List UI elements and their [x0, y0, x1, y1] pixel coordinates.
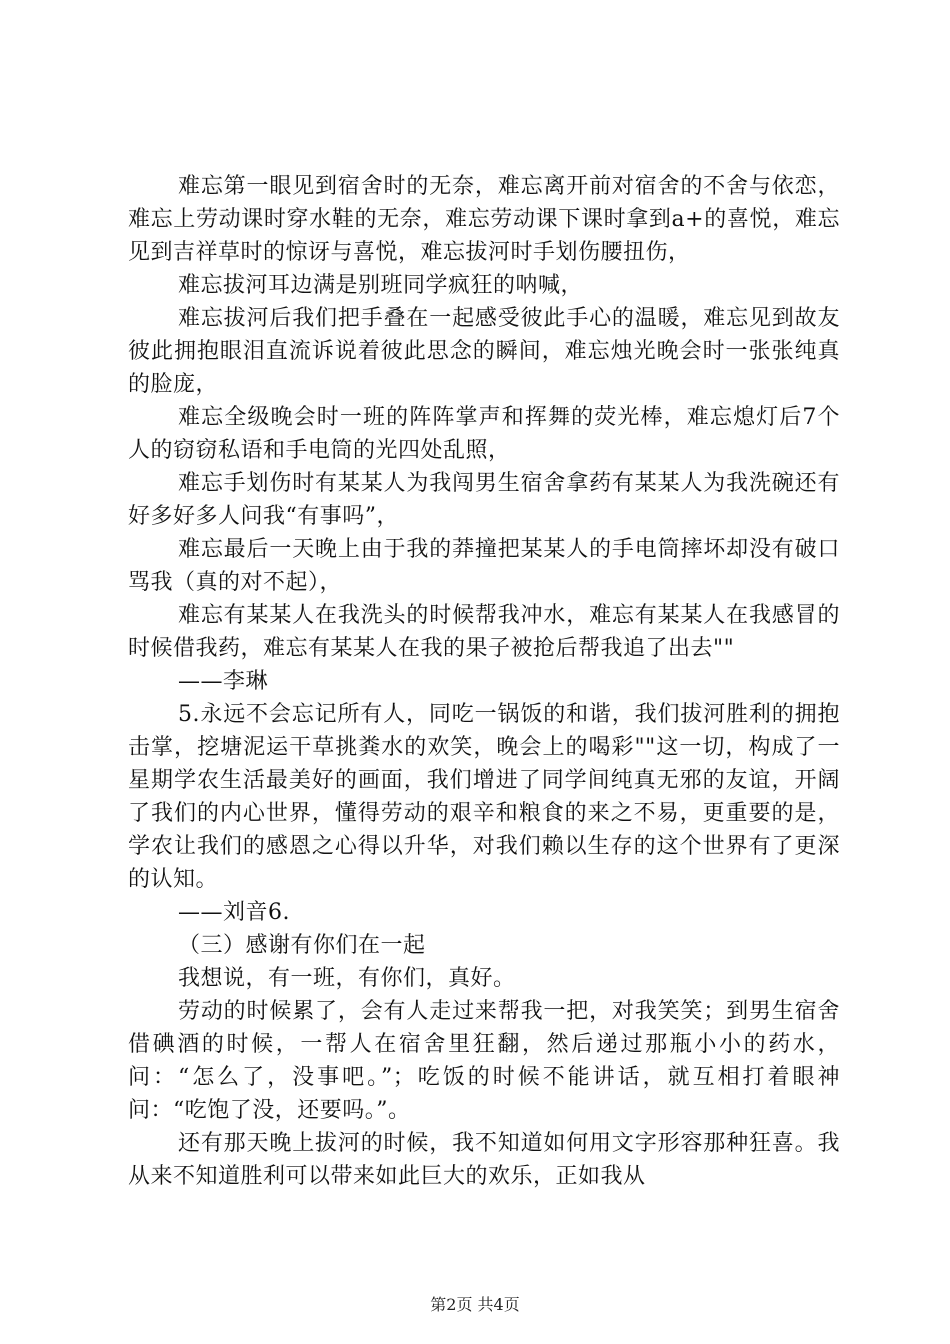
paragraph: 我想说，有一班，有你们，真好。: [178, 966, 516, 991]
paragraph: 难忘最后一天晚上由于我的莽撞把某某人的手电筒摔坏却没有破口骂我（真的对不起），: [128, 537, 840, 595]
document-body: [128, 170, 840, 1193]
paragraph: 难忘有某某人在我洗头的时候帮我冲水，难忘有某某人在我感冒的时候借我药，难忘有某某人在我的果子被抢后帮我追了出去"": [128, 603, 840, 661]
author-signature: ——李琳: [178, 669, 269, 694]
paragraph: 难忘全级晚会时一班的阵阵掌声和挥舞的荧光棒，难忘熄灯后7个人的窃窃私语和手电筒的光四处乱照，: [128, 405, 840, 463]
paragraph: 5.永远不会忘记所有人，同吃一锅饭的和谐，我们拔河胜利的拥抱击掌，挖塘泥运干草挑粪水的欢笑，晚会上的喝彩""这一切，构成了一星期学农生活最美好的画面，我们增进了同学间纯真无邪的友谊，开阔了我们的内心世界，懂得劳动的艰辛和粮食的来之不易，更重要的是，学农让我们的感恩之心得以升华，对我们赖以生存的这个世界有了更深的认知。: [128, 702, 840, 892]
section-heading: （三）感谢有你们在一起: [178, 933, 426, 958]
paragraph: 劳动的时候累了，会有人走过来帮我一把，对我笑笑；到男生宿舍借碘酒的时候，一帮人在宿舍里狂翻，然后递过那瓶小小的药水，问：“怎么了，没事吧。”；吃饭的时候不能讲话，就互相打着眼神问：“吃饱了没，还要吗。”。: [128, 999, 840, 1123]
author-signature: ——刘音6.: [178, 900, 290, 925]
paragraph: 难忘第一眼见到宿舍时的无奈，难忘离开前对宿舍的不舍与依恋，难忘上劳动课时穿水鞋的无奈，难忘劳动课下课时拿到a+的喜悦，难忘见到吉祥草时的惊讶与喜悦，难忘拔河时手划伤腰扭伤，: [128, 174, 840, 265]
page-footer: 第2页 共4页: [430, 1295, 520, 1314]
paragraph: 难忘手划伤时有某某人为我闯男生宿舍拿药有某某人为我洗碗还有好多好多人问我“有事吗”，: [128, 471, 840, 529]
paragraph: 难忘拔河耳边满是别班同学疯狂的呐喊，: [178, 273, 584, 298]
paragraph: 还有那天晚上拔河的时候，我不知道如何用文字形容那种狂喜。我从来不知道胜利可以带来如此巨大的欢乐，正如我从: [128, 1131, 840, 1189]
paragraph: 难忘拔河后我们把手叠在一起感受彼此手心的温暖，难忘见到故友彼此拥抱眼泪直流诉说着彼此思念的瞬间，难忘烛光晚会时一张张纯真的脸庞，: [128, 306, 840, 397]
